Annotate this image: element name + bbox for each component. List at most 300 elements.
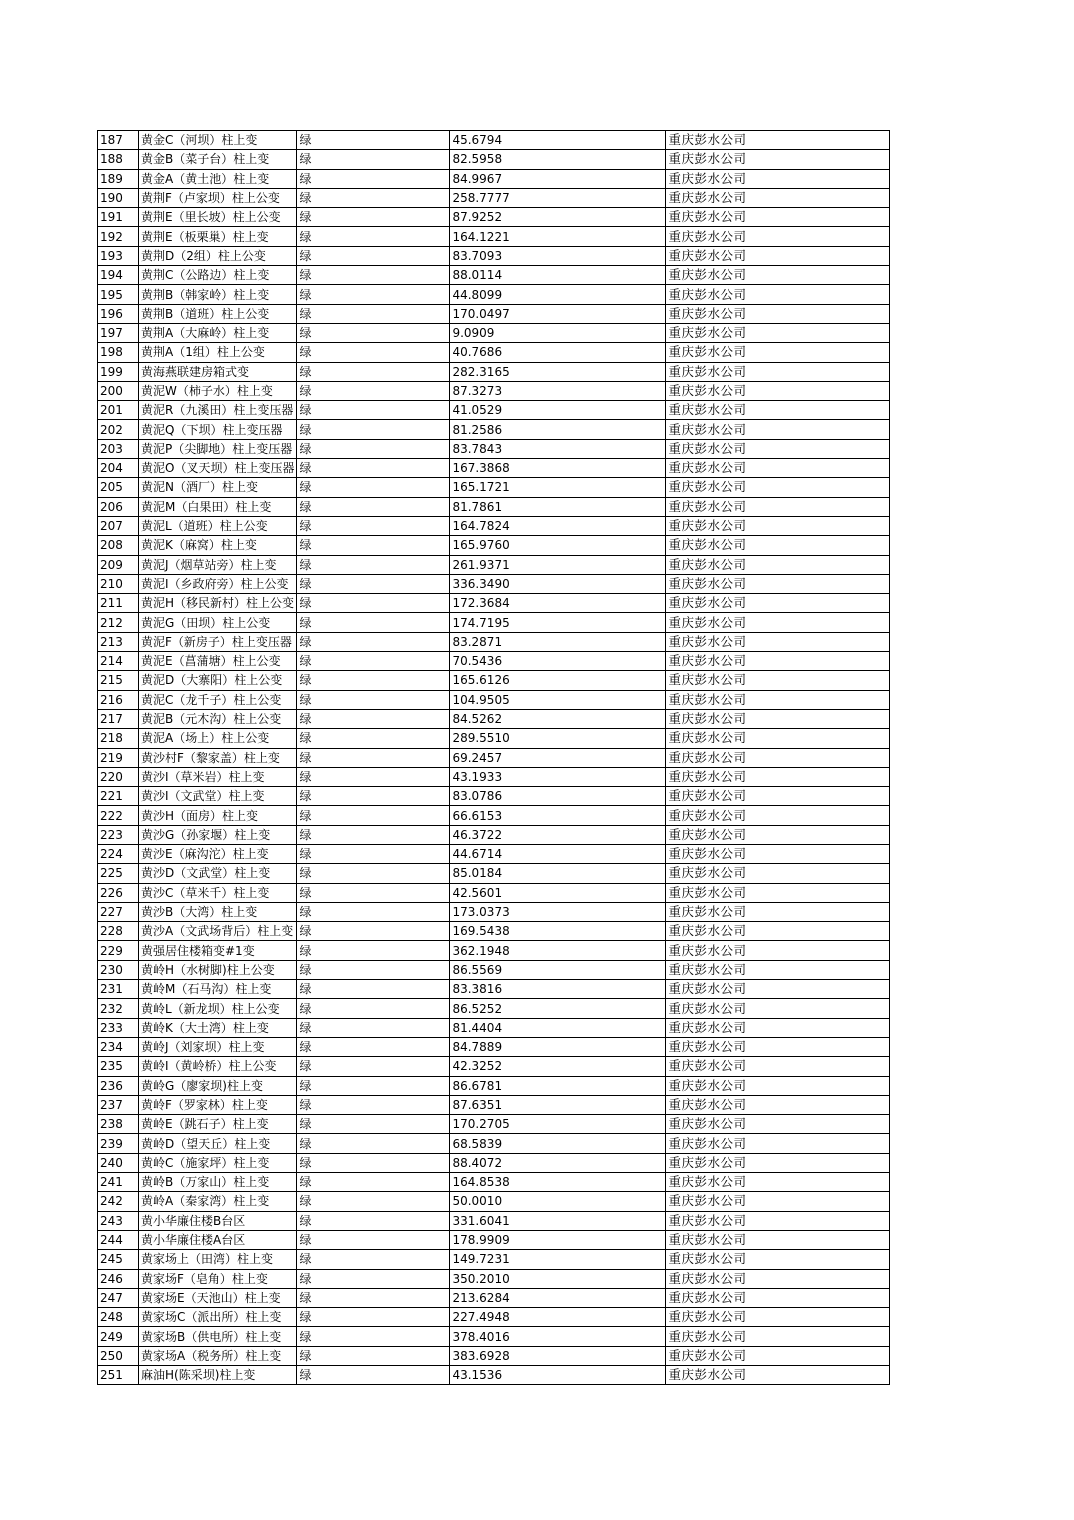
- company-cell: 重庆彭水公司: [666, 208, 890, 227]
- value-cell: 165.6126: [450, 671, 666, 690]
- station-name-cell: 黄岭I（黄岭桥）柱上公变: [139, 1057, 297, 1076]
- row-number-cell: 197: [98, 323, 139, 342]
- company-cell: 重庆彭水公司: [666, 883, 890, 902]
- value-cell: 87.6351: [450, 1095, 666, 1114]
- company-cell: 重庆彭水公司: [666, 516, 890, 535]
- value-cell: 83.7093: [450, 246, 666, 265]
- station-name-cell: 黄荆B（道班）柱上公变: [139, 304, 297, 323]
- table-row: [98, 748, 890, 767]
- status-color-cell: 绿: [297, 1327, 450, 1346]
- company-cell: 重庆彭水公司: [666, 864, 890, 883]
- status-color-cell: 绿: [297, 1095, 450, 1114]
- value-cell: 383.6928: [450, 1346, 666, 1365]
- station-name-cell: 黄岭B（万家山）柱上变: [139, 1173, 297, 1192]
- company-cell: 重庆彭水公司: [666, 1366, 890, 1385]
- status-color-cell: 绿: [297, 497, 450, 516]
- status-color-cell: 绿: [297, 131, 450, 150]
- table-row: [98, 1346, 890, 1365]
- value-cell: 81.7861: [450, 497, 666, 516]
- value-cell: 86.5569: [450, 960, 666, 979]
- company-cell: 重庆彭水公司: [666, 1037, 890, 1056]
- value-cell: 86.6781: [450, 1076, 666, 1095]
- value-cell: 331.6041: [450, 1211, 666, 1230]
- company-cell: 重庆彭水公司: [666, 902, 890, 921]
- value-cell: 66.6153: [450, 806, 666, 825]
- row-number-cell: 203: [98, 439, 139, 458]
- station-name-cell: 黄金C（河坝）柱上变: [139, 131, 297, 150]
- station-name-cell: 黄沙D（文武堂）柱上变: [139, 864, 297, 883]
- row-number-cell: 191: [98, 208, 139, 227]
- row-number-cell: 236: [98, 1076, 139, 1095]
- value-cell: 167.3868: [450, 459, 666, 478]
- status-color-cell: 绿: [297, 806, 450, 825]
- station-name-cell: 黄沙A（文武场背后）柱上变: [139, 922, 297, 941]
- station-name-cell: 黄荆E（里长坡）柱上公变: [139, 208, 297, 227]
- row-number-cell: 215: [98, 671, 139, 690]
- table-row: [98, 208, 890, 227]
- company-cell: 重庆彭水公司: [666, 1095, 890, 1114]
- company-cell: 重庆彭水公司: [666, 613, 890, 632]
- company-cell: 重庆彭水公司: [666, 652, 890, 671]
- row-number-cell: 225: [98, 864, 139, 883]
- company-cell: 重庆彭水公司: [666, 1173, 890, 1192]
- table-row: [98, 150, 890, 169]
- value-cell: 87.9252: [450, 208, 666, 227]
- value-cell: 40.7686: [450, 343, 666, 362]
- value-cell: 173.0373: [450, 902, 666, 921]
- company-cell: 重庆彭水公司: [666, 150, 890, 169]
- company-cell: 重庆彭水公司: [666, 844, 890, 863]
- company-cell: 重庆彭水公司: [666, 459, 890, 478]
- table-row: [98, 1134, 890, 1153]
- status-color-cell: 绿: [297, 381, 450, 400]
- table-row: [98, 922, 890, 941]
- status-color-cell: 绿: [297, 478, 450, 497]
- value-cell: 227.4948: [450, 1308, 666, 1327]
- status-color-cell: 绿: [297, 671, 450, 690]
- row-number-cell: 230: [98, 960, 139, 979]
- row-number-cell: 192: [98, 227, 139, 246]
- company-cell: 重庆彭水公司: [666, 497, 890, 516]
- company-cell: 重庆彭水公司: [666, 227, 890, 246]
- status-color-cell: 绿: [297, 1269, 450, 1288]
- company-cell: 重庆彭水公司: [666, 555, 890, 574]
- value-cell: 84.5262: [450, 709, 666, 728]
- station-name-cell: 黄沙H（面房）柱上变: [139, 806, 297, 825]
- station-name-cell: 黄荆A（1组）柱上公变: [139, 343, 297, 362]
- row-number-cell: 201: [98, 401, 139, 420]
- value-cell: 104.9505: [450, 690, 666, 709]
- row-number-cell: 205: [98, 478, 139, 497]
- table-row: [98, 304, 890, 323]
- table-row: [98, 980, 890, 999]
- table-row: [98, 613, 890, 632]
- table-row: [98, 246, 890, 265]
- status-color-cell: 绿: [297, 941, 450, 960]
- row-number-cell: 241: [98, 1173, 139, 1192]
- table-row: [98, 459, 890, 478]
- station-name-cell: 黄岭D（望天丘）柱上变: [139, 1134, 297, 1153]
- station-name-cell: 黄沙I（草米岩）柱上变: [139, 767, 297, 786]
- table-row: [98, 516, 890, 535]
- row-number-cell: 206: [98, 497, 139, 516]
- value-cell: 50.0010: [450, 1192, 666, 1211]
- station-name-cell: 黄泥P（尖脚地）柱上变压器: [139, 439, 297, 458]
- row-number-cell: 221: [98, 787, 139, 806]
- company-cell: 重庆彭水公司: [666, 767, 890, 786]
- status-color-cell: 绿: [297, 188, 450, 207]
- table-row: [98, 1173, 890, 1192]
- status-color-cell: 绿: [297, 999, 450, 1018]
- table-row: [98, 883, 890, 902]
- company-cell: 重庆彭水公司: [666, 381, 890, 400]
- company-cell: 重庆彭水公司: [666, 1250, 890, 1269]
- status-color-cell: 绿: [297, 401, 450, 420]
- value-cell: 83.7843: [450, 439, 666, 458]
- status-color-cell: 绿: [297, 1134, 450, 1153]
- table-row: [98, 497, 890, 516]
- table-row: [98, 188, 890, 207]
- station-name-cell: 黄泥A（场上）柱上公变: [139, 729, 297, 748]
- row-number-cell: 207: [98, 516, 139, 535]
- table-row: [98, 285, 890, 304]
- status-color-cell: 绿: [297, 1288, 450, 1307]
- station-name-cell: 黄家场上（田湾）柱上变: [139, 1250, 297, 1269]
- table-row: [98, 844, 890, 863]
- value-cell: 178.9909: [450, 1230, 666, 1249]
- table-row: [98, 478, 890, 497]
- station-name-cell: 黄岭F（罗家林）柱上变: [139, 1095, 297, 1114]
- station-name-cell: 黄泥J（烟草站旁）柱上变: [139, 555, 297, 574]
- value-cell: 170.0497: [450, 304, 666, 323]
- value-cell: 213.6284: [450, 1288, 666, 1307]
- station-name-cell: 黄沙B（大湾）柱上变: [139, 902, 297, 921]
- value-cell: 43.1933: [450, 767, 666, 786]
- value-cell: 46.3722: [450, 825, 666, 844]
- company-cell: 重庆彭水公司: [666, 420, 890, 439]
- table-row: [98, 343, 890, 362]
- table-row: [98, 1076, 890, 1095]
- station-name-cell: 黄金A（黄土池）柱上变: [139, 169, 297, 188]
- status-color-cell: 绿: [297, 1366, 450, 1385]
- table-row: [98, 1230, 890, 1249]
- station-name-cell: 黄岭H（水树脚)柱上公变: [139, 960, 297, 979]
- value-cell: 258.7777: [450, 188, 666, 207]
- company-cell: 重庆彭水公司: [666, 1057, 890, 1076]
- station-name-cell: 黄岭M（石马沟）柱上变: [139, 980, 297, 999]
- table-row: [98, 169, 890, 188]
- row-number-cell: 246: [98, 1269, 139, 1288]
- company-cell: 重庆彭水公司: [666, 574, 890, 593]
- company-cell: 重庆彭水公司: [666, 999, 890, 1018]
- row-number-cell: 228: [98, 922, 139, 941]
- value-cell: 44.6714: [450, 844, 666, 863]
- status-color-cell: 绿: [297, 1230, 450, 1249]
- company-cell: 重庆彭水公司: [666, 343, 890, 362]
- station-name-cell: 黄岭C（施家坪）柱上变: [139, 1153, 297, 1172]
- company-cell: 重庆彭水公司: [666, 285, 890, 304]
- table-row: [98, 594, 890, 613]
- station-name-cell: 黄岭E（跳石子）柱上变: [139, 1115, 297, 1134]
- row-number-cell: 242: [98, 1192, 139, 1211]
- company-cell: 重庆彭水公司: [666, 362, 890, 381]
- table-row: [98, 902, 890, 921]
- value-cell: 170.2705: [450, 1115, 666, 1134]
- company-cell: 重庆彭水公司: [666, 1346, 890, 1365]
- value-cell: 164.8538: [450, 1173, 666, 1192]
- station-name-cell: 黄海燕联建房箱式变: [139, 362, 297, 381]
- company-cell: 重庆彭水公司: [666, 960, 890, 979]
- status-color-cell: 绿: [297, 652, 450, 671]
- status-color-cell: 绿: [297, 1076, 450, 1095]
- row-number-cell: 251: [98, 1366, 139, 1385]
- station-name-cell: 黄泥Q（下坝）柱上变压器: [139, 420, 297, 439]
- row-number-cell: 234: [98, 1037, 139, 1056]
- value-cell: 68.5839: [450, 1134, 666, 1153]
- status-color-cell: 绿: [297, 632, 450, 651]
- row-number-cell: 244: [98, 1230, 139, 1249]
- company-cell: 重庆彭水公司: [666, 1076, 890, 1095]
- table-row: [98, 1211, 890, 1230]
- value-cell: 169.5438: [450, 922, 666, 941]
- row-number-cell: 235: [98, 1057, 139, 1076]
- table-row: [98, 806, 890, 825]
- status-color-cell: 绿: [297, 980, 450, 999]
- company-cell: 重庆彭水公司: [666, 1018, 890, 1037]
- station-name-cell: 黄泥L（道班）柱上公变: [139, 516, 297, 535]
- value-cell: 336.3490: [450, 574, 666, 593]
- row-number-cell: 220: [98, 767, 139, 786]
- table-row: [98, 999, 890, 1018]
- station-name-cell: 黄沙E（麻沟沱）柱上变: [139, 844, 297, 863]
- value-cell: 174.7195: [450, 613, 666, 632]
- station-name-cell: 黄荆C（公路边）柱上变: [139, 266, 297, 285]
- company-cell: 重庆彭水公司: [666, 594, 890, 613]
- company-cell: 重庆彭水公司: [666, 1134, 890, 1153]
- value-cell: 41.0529: [450, 401, 666, 420]
- company-cell: 重庆彭水公司: [666, 1327, 890, 1346]
- station-name-cell: 黄沙村F（黎家盖）柱上变: [139, 748, 297, 767]
- value-cell: 88.4072: [450, 1153, 666, 1172]
- company-cell: 重庆彭水公司: [666, 1308, 890, 1327]
- row-number-cell: 247: [98, 1288, 139, 1307]
- status-color-cell: 绿: [297, 902, 450, 921]
- row-number-cell: 245: [98, 1250, 139, 1269]
- table-row: [98, 1018, 890, 1037]
- row-number-cell: 233: [98, 1018, 139, 1037]
- row-number-cell: 223: [98, 825, 139, 844]
- value-cell: 172.3684: [450, 594, 666, 613]
- company-cell: 重庆彭水公司: [666, 478, 890, 497]
- table-row: [98, 131, 890, 150]
- station-name-cell: 黄荆F（卢家坝）柱上公变: [139, 188, 297, 207]
- row-number-cell: 189: [98, 169, 139, 188]
- value-cell: 85.0184: [450, 864, 666, 883]
- status-color-cell: 绿: [297, 516, 450, 535]
- status-color-cell: 绿: [297, 459, 450, 478]
- status-color-cell: 绿: [297, 1346, 450, 1365]
- value-cell: 81.4404: [450, 1018, 666, 1037]
- company-cell: 重庆彭水公司: [666, 941, 890, 960]
- value-cell: 70.5436: [450, 652, 666, 671]
- status-color-cell: 绿: [297, 304, 450, 323]
- company-cell: 重庆彭水公司: [666, 922, 890, 941]
- status-color-cell: 绿: [297, 420, 450, 439]
- row-number-cell: 196: [98, 304, 139, 323]
- table-row: [98, 1192, 890, 1211]
- table-row: [98, 439, 890, 458]
- station-name-cell: 黄荆E（板栗巢）柱上变: [139, 227, 297, 246]
- status-color-cell: 绿: [297, 729, 450, 748]
- table-row: [98, 1250, 890, 1269]
- table-row: [98, 536, 890, 555]
- table-row: [98, 401, 890, 420]
- table-row: [98, 555, 890, 574]
- station-name-cell: 黄泥K（麻窝）柱上变: [139, 536, 297, 555]
- row-number-cell: 209: [98, 555, 139, 574]
- status-color-cell: 绿: [297, 709, 450, 728]
- company-cell: 重庆彭水公司: [666, 1288, 890, 1307]
- status-color-cell: 绿: [297, 825, 450, 844]
- table-row: [98, 1153, 890, 1172]
- status-color-cell: 绿: [297, 1018, 450, 1037]
- value-cell: 84.7889: [450, 1037, 666, 1056]
- value-cell: 9.0909: [450, 323, 666, 342]
- station-name-cell: 黄岭L（新龙坝）柱上公变: [139, 999, 297, 1018]
- station-name-cell: 黄泥W（柿子水）柱上变: [139, 381, 297, 400]
- station-name-cell: 黄岭K（大土湾）柱上变: [139, 1018, 297, 1037]
- value-cell: 42.3252: [450, 1057, 666, 1076]
- value-cell: 282.3165: [450, 362, 666, 381]
- status-color-cell: 绿: [297, 1173, 450, 1192]
- station-name-cell: 黄沙G（孙家堰）柱上变: [139, 825, 297, 844]
- table-row: [98, 787, 890, 806]
- company-cell: 重庆彭水公司: [666, 729, 890, 748]
- station-name-cell: 黄泥H（移民新村）柱上公变: [139, 594, 297, 613]
- status-color-cell: 绿: [297, 844, 450, 863]
- station-name-cell: 黄泥D（大寨阳）柱上公变: [139, 671, 297, 690]
- table-row: [98, 266, 890, 285]
- company-cell: 重庆彭水公司: [666, 748, 890, 767]
- status-color-cell: 绿: [297, 1115, 450, 1134]
- company-cell: 重庆彭水公司: [666, 131, 890, 150]
- table-row: [98, 1308, 890, 1327]
- value-cell: 289.5510: [450, 729, 666, 748]
- station-name-cell: 黄荆D（2组）柱上公变: [139, 246, 297, 265]
- table-row: [98, 362, 890, 381]
- table-row: [98, 1095, 890, 1114]
- row-number-cell: 194: [98, 266, 139, 285]
- value-cell: 45.6794: [450, 131, 666, 150]
- value-cell: 44.8099: [450, 285, 666, 304]
- company-cell: 重庆彭水公司: [666, 709, 890, 728]
- table-row: [98, 671, 890, 690]
- company-cell: 重庆彭水公司: [666, 1192, 890, 1211]
- company-cell: 重庆彭水公司: [666, 806, 890, 825]
- station-name-cell: 黄泥E（菖蒲塘）柱上公变: [139, 652, 297, 671]
- company-cell: 重庆彭水公司: [666, 1115, 890, 1134]
- status-color-cell: 绿: [297, 594, 450, 613]
- row-number-cell: 249: [98, 1327, 139, 1346]
- station-name-cell: 黄泥R（九溪田）柱上变压器: [139, 401, 297, 420]
- row-number-cell: 216: [98, 690, 139, 709]
- station-name-cell: 黄岭A（秦家湾）柱上变: [139, 1192, 297, 1211]
- row-number-cell: 187: [98, 131, 139, 150]
- status-color-cell: 绿: [297, 1250, 450, 1269]
- table-row: [98, 729, 890, 748]
- table-row: [98, 1327, 890, 1346]
- station-name-cell: 黄泥I（乡政府旁）柱上公变: [139, 574, 297, 593]
- status-color-cell: 绿: [297, 1153, 450, 1172]
- table-row: [98, 941, 890, 960]
- row-number-cell: 214: [98, 652, 139, 671]
- row-number-cell: 204: [98, 459, 139, 478]
- table-row: [98, 381, 890, 400]
- company-cell: 重庆彭水公司: [666, 266, 890, 285]
- value-cell: 350.2010: [450, 1269, 666, 1288]
- row-number-cell: 250: [98, 1346, 139, 1365]
- status-color-cell: 绿: [297, 767, 450, 786]
- table-row: [98, 1288, 890, 1307]
- status-color-cell: 绿: [297, 323, 450, 342]
- table-row: [98, 227, 890, 246]
- station-name-cell: 黄金B（菜子台）柱上变: [139, 150, 297, 169]
- row-number-cell: 224: [98, 844, 139, 863]
- station-name-cell: 黄沙C（草米千）柱上变: [139, 883, 297, 902]
- status-color-cell: 绿: [297, 439, 450, 458]
- status-color-cell: 绿: [297, 266, 450, 285]
- company-cell: 重庆彭水公司: [666, 980, 890, 999]
- row-number-cell: 198: [98, 343, 139, 362]
- station-name-cell: 黄家场F（皂角）柱上变: [139, 1269, 297, 1288]
- value-cell: 86.5252: [450, 999, 666, 1018]
- value-cell: 84.9967: [450, 169, 666, 188]
- table-row: [98, 767, 890, 786]
- row-number-cell: 193: [98, 246, 139, 265]
- value-cell: 83.0786: [450, 787, 666, 806]
- table-row: [98, 1115, 890, 1134]
- value-cell: 378.4016: [450, 1327, 666, 1346]
- status-color-cell: 绿: [297, 1037, 450, 1056]
- status-color-cell: 绿: [297, 208, 450, 227]
- status-color-cell: 绿: [297, 246, 450, 265]
- row-number-cell: 195: [98, 285, 139, 304]
- row-number-cell: 222: [98, 806, 139, 825]
- row-number-cell: 199: [98, 362, 139, 381]
- table-row: [98, 632, 890, 651]
- table-row: [98, 690, 890, 709]
- station-name-cell: 黄泥C（龙千子）柱上公变: [139, 690, 297, 709]
- station-name-cell: 黄泥O（叉天坝）柱上变压器: [139, 459, 297, 478]
- status-color-cell: 绿: [297, 1211, 450, 1230]
- status-color-cell: 绿: [297, 169, 450, 188]
- station-name-cell: 黄家场E（天池山）柱上变: [139, 1288, 297, 1307]
- station-name-cell: 黄强居住楼箱变#1变: [139, 941, 297, 960]
- status-color-cell: 绿: [297, 555, 450, 574]
- table-row: [98, 960, 890, 979]
- company-cell: 重庆彭水公司: [666, 825, 890, 844]
- row-number-cell: 202: [98, 420, 139, 439]
- status-color-cell: 绿: [297, 1057, 450, 1076]
- status-color-cell: 绿: [297, 150, 450, 169]
- company-cell: 重庆彭水公司: [666, 169, 890, 188]
- table-body: [98, 131, 890, 1385]
- row-number-cell: 200: [98, 381, 139, 400]
- station-name-cell: 黄泥M（白果田）柱上变: [139, 497, 297, 516]
- value-cell: 43.1536: [450, 1366, 666, 1385]
- station-name-cell: 黄沙I（文武堂）柱上变: [139, 787, 297, 806]
- row-number-cell: 232: [98, 999, 139, 1018]
